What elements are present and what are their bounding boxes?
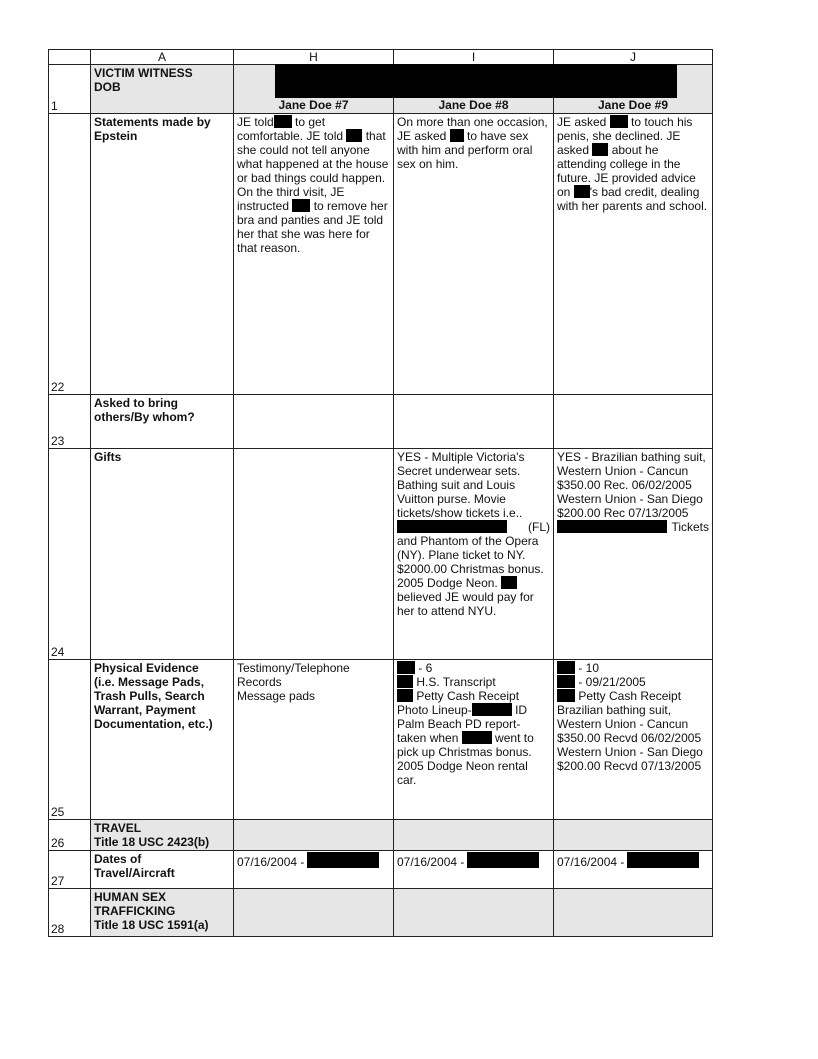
trafficking-doe9 — [554, 889, 713, 937]
travel-label — [91, 820, 234, 851]
row-number: 23 — [49, 395, 91, 449]
label-line: Asked to bring — [94, 396, 179, 410]
row-number: 25 — [49, 660, 91, 820]
redaction-block — [307, 852, 379, 868]
column-header-h: H — [234, 50, 394, 65]
redaction-block — [467, 852, 539, 868]
label-line: VICTIM WITNESS — [94, 66, 193, 80]
corner-cell — [49, 50, 91, 65]
label-line: (i.e. Message Pads, — [94, 675, 205, 689]
redaction-block — [292, 199, 310, 212]
label-line: DOB — [94, 80, 121, 94]
evidence-line: Petty Cash Receipt — [413, 689, 520, 703]
text-segment: to remove her bra and panties and JE told her that she was here for that reason. — [237, 199, 388, 255]
travel-doe9 — [554, 820, 713, 851]
text-segment: YES - Multiple Victoria's Secret underwear sets. Bathing suit and Louis Vuitton purse. Movie tickets/show tickets i.e.. — [397, 450, 525, 520]
jane-doe-9-header: Jane Doe #9 — [554, 65, 713, 114]
redaction-block — [397, 675, 413, 688]
redaction-block — [557, 520, 667, 533]
evidence-line: H.S. Transcript — [413, 675, 496, 689]
redaction-block — [397, 520, 507, 533]
text-segment: JE told — [237, 115, 274, 129]
column-header-a: A — [91, 50, 234, 65]
dates-of-travel-label — [91, 851, 234, 889]
evidence-doe9 — [554, 660, 713, 820]
table-row — [49, 449, 713, 660]
text-segment: to touch his penis, she declined. JE asked — [557, 115, 693, 157]
redaction-block — [557, 661, 575, 674]
label-line: Physical Evidence — [94, 661, 199, 675]
dates-doe8 — [394, 851, 554, 889]
redaction-block — [592, 143, 608, 156]
label-line: Epstein — [94, 129, 138, 143]
asked-to-bring-label — [91, 395, 234, 449]
label-line: Trash Pulls, Search — [94, 689, 205, 703]
table-row — [49, 820, 713, 851]
date-text: 07/16/2004 - — [237, 855, 305, 869]
column-header-i: I — [394, 50, 554, 65]
label-line: Title 18 USC 2423(b) — [94, 835, 210, 849]
travel-doe7 — [234, 820, 394, 851]
text-segment: YES - Brazilian bathing suit, Western Union - Cancun $350.00 Rec. 06/02/2005 Western Union - San Diego $200.00 Rec 07/13/2005 — [557, 450, 706, 520]
text-segment: to get comfortable. JE told — [237, 115, 347, 143]
gifts-doe7 — [234, 449, 394, 660]
label-line: TRAVEL — [94, 821, 142, 835]
evidence-line: Records — [237, 675, 282, 689]
label-line: TRAFFICKING — [94, 904, 176, 918]
human-trafficking-label — [91, 889, 234, 937]
text-segment: that she could not tell anyone what happened at the house or bad things could happen. On the third visit, JE instructed — [237, 129, 389, 213]
redaction-block — [627, 852, 699, 868]
text-segment: to have sex with him and perform oral sex on him. — [397, 129, 533, 171]
evidence-line: Petty Cash Receipt — [575, 689, 682, 703]
date-text: 07/16/2004 - — [557, 855, 625, 869]
dates-doe7 — [234, 851, 394, 889]
trafficking-doe7 — [234, 889, 394, 937]
evidence-line: Message pads — [237, 689, 316, 703]
redaction-block — [557, 675, 575, 688]
redaction-block — [397, 689, 413, 702]
gifts-doe8 — [394, 449, 554, 660]
text-segment: about he attending college in the future. JE provided advice on — [557, 143, 696, 199]
redaction-block — [450, 129, 464, 142]
table-row — [49, 395, 713, 449]
label-line: HUMAN SEX — [94, 890, 167, 904]
column-header-row — [49, 50, 713, 65]
trafficking-doe8 — [394, 889, 554, 937]
text-segment: Tickets — [671, 520, 709, 534]
evidence-line: Testimony/Telephone — [237, 661, 350, 675]
redaction-block — [274, 115, 292, 128]
victim-witness-label — [91, 65, 234, 114]
row-number: 24 — [49, 449, 91, 660]
evidence-line: went to pick up Christmas bonus. 2005 Dodge Neon rental car. — [397, 731, 534, 787]
redaction-block — [610, 115, 628, 128]
label-line: others/By whom? — [94, 410, 195, 424]
redaction-block — [397, 661, 415, 674]
text-segment: believed JE would pay for her to attend NYU. — [397, 590, 534, 618]
spreadsheet-table — [48, 49, 713, 937]
evidence-line: - 6 — [415, 661, 433, 675]
redaction-block — [557, 689, 575, 702]
text-segment: 's bad credit, dealing with her parents and school. — [557, 185, 708, 213]
evidence-doe7 — [234, 660, 394, 820]
table-row — [49, 889, 713, 937]
table-row — [49, 851, 713, 889]
redaction-block — [501, 576, 517, 589]
text-segment: JE asked — [557, 115, 610, 129]
asked-doe9 — [554, 395, 713, 449]
redaction-block — [472, 703, 512, 716]
table-row — [49, 660, 713, 820]
label-line: Warrant, Payment — [94, 703, 196, 717]
label-line: Statements made by — [94, 115, 211, 129]
redaction-block — [462, 731, 492, 744]
jane-doe-7-header: Jane Doe #7 — [234, 65, 394, 114]
evidence-line: ID — [511, 703, 528, 717]
label-line: Dates of — [94, 852, 142, 866]
statements-label — [91, 114, 234, 395]
column-header-j: J — [554, 50, 713, 65]
jane-doe-8-header: Jane Doe #8 — [394, 65, 554, 114]
redaction-block — [574, 185, 590, 198]
physical-evidence-label — [91, 660, 234, 820]
label-line: Title 18 USC 1591(a) — [94, 918, 209, 932]
statements-doe9 — [554, 114, 713, 395]
evidence-line: Photo Lineup- — [397, 703, 472, 717]
row-number: 22 — [49, 114, 91, 395]
evidence-line: - 09/21/2005 — [575, 675, 646, 689]
row-number: 26 — [49, 820, 91, 851]
evidence-line: - 10 — [575, 661, 600, 675]
row-number: 27 — [49, 851, 91, 889]
label-line: Travel/Aircraft — [94, 866, 175, 880]
asked-doe7 — [234, 395, 394, 449]
row-number: 28 — [49, 889, 91, 937]
table-row — [49, 114, 713, 395]
evidence-line: Palm Beach PD report- taken when — [397, 717, 521, 745]
gifts-doe9 — [554, 449, 713, 660]
statements-doe8 — [394, 114, 554, 395]
travel-doe8 — [394, 820, 554, 851]
text-segment: (FL) — [528, 520, 550, 534]
statements-doe7 — [234, 114, 394, 395]
evidence-line: Brazilian bathing suit, Western Union - Cancun $350.00 Recvd 06/02/2005 Western Union - San Diego $200.00 Recvd 07/13/2005 — [557, 703, 703, 773]
evidence-doe8 — [394, 660, 554, 820]
text-segment: and Phantom of the Opera (NY). Plane ticket to NY. $2000.00 Christmas bonus. 2005 Dodge Neon. — [397, 534, 544, 590]
redaction-block — [346, 129, 362, 142]
row-number: 1 — [49, 65, 91, 114]
text-segment: On more than one occasion, JE asked — [397, 115, 548, 143]
label-line: Documentation, etc.) — [94, 717, 213, 731]
gifts-label: Gifts — [91, 449, 234, 660]
date-text: 07/16/2004 - — [397, 855, 465, 869]
dob-redaction-band — [275, 64, 677, 98]
asked-doe8 — [394, 395, 554, 449]
dates-doe9 — [554, 851, 713, 889]
